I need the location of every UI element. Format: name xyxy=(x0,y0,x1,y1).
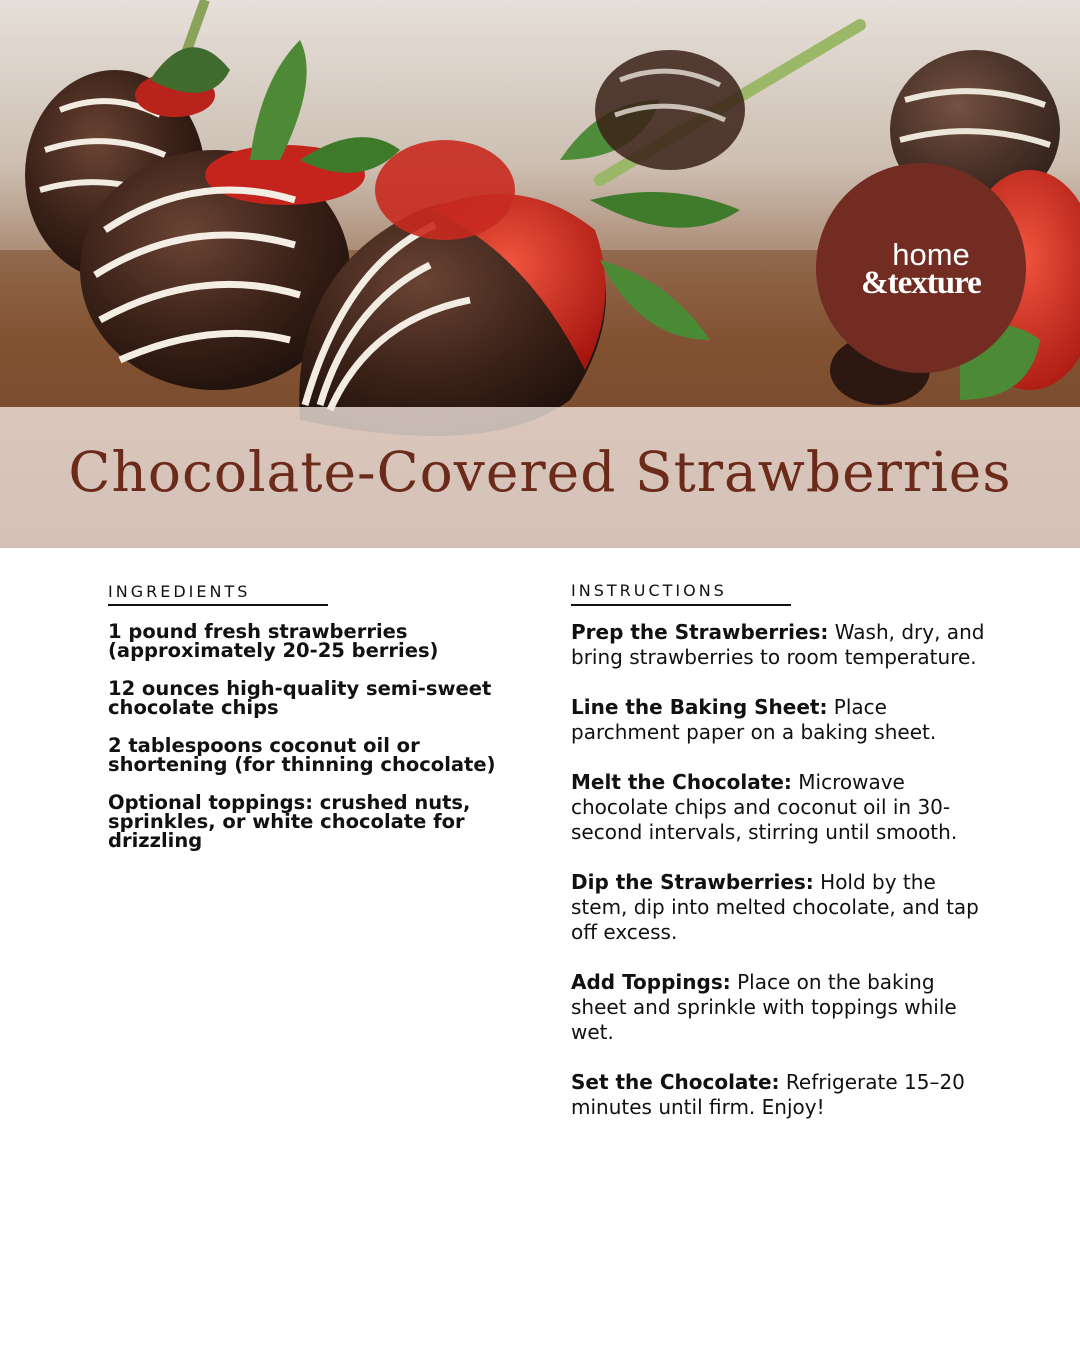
hero-image xyxy=(0,0,1080,548)
instruction-step xyxy=(571,870,991,945)
instruction-step xyxy=(571,620,991,670)
step-title: Prep the Strawberries: xyxy=(571,620,829,644)
step-title: Dip the Strawberries: xyxy=(571,870,814,894)
ingredients-list xyxy=(108,622,518,869)
instruction-step xyxy=(571,1070,991,1120)
brand-logo xyxy=(816,163,1026,373)
step-title: Melt the Chocolate: xyxy=(571,770,792,794)
instructions-heading: INSTRUCTIONS xyxy=(571,581,727,600)
step-text: Wash, dry, and bring strawberries to room temperature. xyxy=(571,620,985,669)
step-title: Line the Baking Sheet: xyxy=(571,695,828,719)
step-text: Hold by the stem, dip into melted chocolate, and tap off excess. xyxy=(571,870,979,944)
step-text: Refrigerate 15–20 minutes until firm. Enjoy! xyxy=(571,1070,965,1119)
brand-logo-line2: &texture xyxy=(861,265,981,301)
ingredients-rule xyxy=(108,604,328,606)
recipe-title: Chocolate-Covered Strawberries xyxy=(68,440,1012,504)
instructions-list xyxy=(571,620,991,1145)
instructions-rule xyxy=(571,604,791,606)
step-text: Place parchment paper on a baking sheet. xyxy=(571,695,937,744)
step-title: Set the Chocolate: xyxy=(571,1070,780,1094)
ingredient-item: 1 pound fresh strawberries (approximately 20-25 berries) xyxy=(108,620,439,662)
step-text: Microwave chocolate chips and coconut oil in 30-second intervals, stirring until smooth. xyxy=(571,770,958,844)
ingredients-heading: INGREDIENTS xyxy=(108,582,251,601)
brand-logo-line1: home xyxy=(892,237,970,272)
instruction-step xyxy=(571,970,991,1045)
step-title: Add Toppings: xyxy=(571,970,731,994)
instruction-step xyxy=(571,770,991,845)
ingredient-item: Optional toppings: crushed nuts, sprinkles, or white chocolate for drizzling xyxy=(108,791,471,852)
ingredient-item: 2 tablespoons coconut oil or shortening (for thinning chocolate) xyxy=(108,734,496,776)
ingredient-item: 12 ounces high-quality semi-sweet chocolate chips xyxy=(108,677,492,719)
step-text: Place on the baking sheet and sprinkle with toppings while wet. xyxy=(571,970,957,1044)
instruction-step xyxy=(571,695,991,745)
